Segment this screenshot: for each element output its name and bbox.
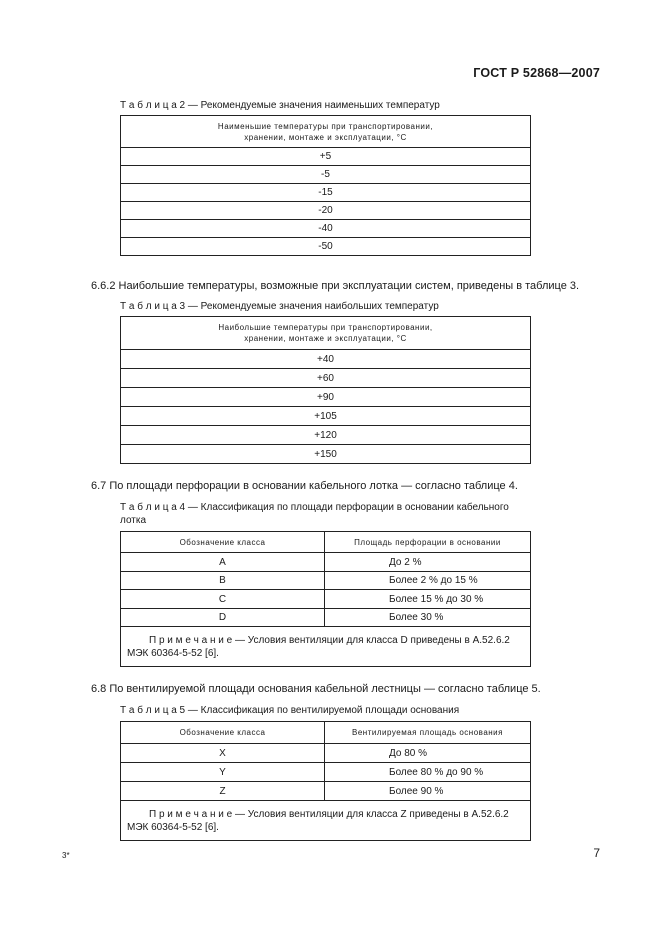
- table-row: [121, 445, 531, 464]
- table4-note-text: — Условия вентиляции для класса D приведены в А.52.6.2: [232, 634, 510, 646]
- table-row: [121, 166, 531, 184]
- table-row: [121, 238, 531, 256]
- table-row: [121, 609, 531, 627]
- table-row: [121, 202, 531, 220]
- table5: [120, 721, 531, 841]
- table2-cell: -5: [121, 166, 531, 184]
- table3-caption: Т а б л и ц а 3 — Рекомендуемые значения наибольших температур: [120, 301, 439, 312]
- table4-value-cell: До 2 %: [325, 553, 531, 572]
- table3-cell: +150: [121, 445, 531, 464]
- table2-cell: -20: [121, 202, 531, 220]
- table2-cell: -40: [121, 220, 531, 238]
- table4-class-cell: D: [121, 609, 325, 627]
- table-row: [121, 744, 531, 763]
- table3-cell: +90: [121, 388, 531, 407]
- table-row: [121, 388, 531, 407]
- sheet-mark: 3*: [62, 851, 70, 860]
- table2-header-line2: хранении, монтаже и эксплуатации, °С: [244, 132, 407, 142]
- table4-note: [121, 627, 531, 667]
- paragraph-6-8: 6.8 По вентилируемой площади основания кабельной лестницы — согласно таблице 5.: [91, 683, 541, 695]
- table5-header-row: [121, 722, 531, 744]
- table4-caption-line1: Т а б л и ц а 4 — Классификация по площади перфорации в основании кабельного: [120, 502, 509, 513]
- table-row: [121, 782, 531, 801]
- table-row: [121, 407, 531, 426]
- table4-value-cell: Более 30 %: [325, 609, 531, 627]
- table3: [120, 316, 531, 464]
- table5-value-cell: До 80 %: [325, 744, 531, 763]
- table4-class-cell: A: [121, 553, 325, 572]
- table-row: [121, 763, 531, 782]
- page-number: 7: [593, 846, 600, 860]
- table-row: [121, 553, 531, 572]
- table2-caption: Т а б л и ц а 2 — Рекомендуемые значения наименьших температур: [120, 100, 440, 111]
- table-row: [121, 148, 531, 166]
- paragraph-6-7: 6.7 По площади перфорации в основании кабельного лотка — согласно таблице 4.: [91, 480, 518, 492]
- table5-note-row: [121, 801, 531, 841]
- document-header: ГОСТ Р 52868—2007: [473, 66, 600, 80]
- table4-value-cell: Более 15 % до 30 %: [325, 590, 531, 609]
- paragraph-6-6-2: 6.6.2 Наибольшие температуры, возможные при эксплуатации систем, приведены в таблице 3.: [91, 280, 580, 292]
- table-row: [121, 350, 531, 369]
- table-row: [121, 369, 531, 388]
- table-row: [121, 590, 531, 609]
- table4-class-cell: B: [121, 572, 325, 590]
- table2-header-row: [121, 116, 531, 148]
- table5-value-cell: Более 80 % до 90 %: [325, 763, 531, 782]
- table4-class-cell: C: [121, 590, 325, 609]
- table5-class-cell: Z: [121, 782, 325, 801]
- table5-class-cell: X: [121, 744, 325, 763]
- table4-col-class: Обозначение класса: [121, 532, 325, 553]
- table5-class-cell: Y: [121, 763, 325, 782]
- table2: [120, 115, 531, 256]
- table-row: [121, 572, 531, 590]
- table2-header-line1: Наименьшие температуры при транспортировании,: [217, 121, 434, 131]
- table4-header-row: [121, 532, 531, 553]
- table4-caption-line2: лотка: [120, 515, 147, 526]
- table2-cell: -50: [121, 238, 531, 256]
- table4: [120, 531, 531, 667]
- table5-caption: Т а б л и ц а 5 — Классификация по вентилируемой площади основания: [120, 705, 460, 716]
- table4-note-line2: МЭК 60364-5-52 [6].: [127, 647, 219, 659]
- table5-col-area: Вентилируемая площадь основания: [325, 722, 531, 744]
- table4-note-row: [121, 627, 531, 667]
- table5-note-text: — Условия вентиляции для класса Z приведены в А.52.6.2: [232, 808, 509, 820]
- table5-note-line2: МЭК 60364-5-52 [6].: [127, 821, 219, 833]
- table4-note-label: П р и м е ч а н и е: [149, 634, 233, 646]
- table5-col-class: Обозначение класса: [121, 722, 325, 744]
- table2-cell: -15: [121, 184, 531, 202]
- table5-note-label: П р и м е ч а н и е: [149, 808, 233, 820]
- table2-header: [121, 116, 531, 148]
- table3-cell: +40: [121, 350, 531, 369]
- table-row: [121, 426, 531, 445]
- table4-caption: [120, 501, 531, 527]
- table5-note: [121, 801, 531, 841]
- table3-cell: +60: [121, 369, 531, 388]
- table-row: [121, 220, 531, 238]
- table4-col-area: Площадь перфорации в основании: [325, 532, 531, 553]
- table3-cell: +120: [121, 426, 531, 445]
- table3-header: [121, 317, 531, 350]
- table3-header-line1: Наибольшие температуры при транспортировании,: [218, 323, 433, 332]
- table-row: [121, 184, 531, 202]
- table3-header-line2: хранении, монтаже и эксплуатации, °С: [244, 334, 407, 343]
- table3-cell: +105: [121, 407, 531, 426]
- table2-cell: +5: [121, 148, 531, 166]
- table3-header-row: [121, 317, 531, 350]
- table4-value-cell: Более 2 % до 15 %: [325, 572, 531, 590]
- table5-value-cell: Более 90 %: [325, 782, 531, 801]
